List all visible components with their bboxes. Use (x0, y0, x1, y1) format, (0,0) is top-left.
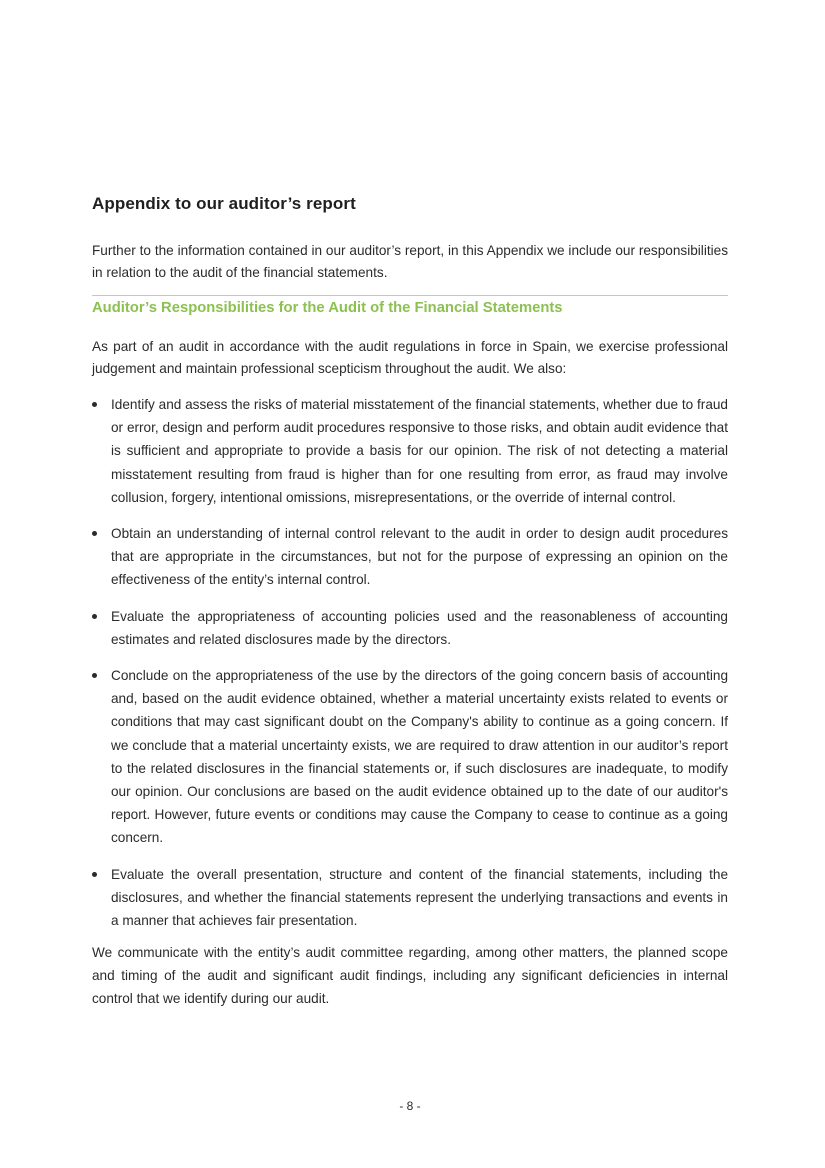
section-heading: Auditor’s Responsibilities for the Audit of the Financial Statements (92, 300, 563, 316)
closing-paragraph: We communicate with the entity’s audit committee regarding, among other matters, the planned scope and timing of the audit and significant audit findings, including any significant deficiencies in internal control that we identify during our audit. (92, 945, 728, 1006)
bullet-icon (92, 872, 97, 877)
document-page (92, 0, 728, 1168)
intro-paragraph: Further to the information contained in our auditor’s report, in this Appendix we include our responsibilities in relation to the audit of the financial statements. (92, 243, 728, 280)
list-item-text: Conclude on the appropriateness of the use by the directors of the going concern basis of accounting and, based on the audit evidence obtained, whether a material uncertainty exists related to events or conditions that may cast significant doubt on the Company's ability to continue as a going concern. If we conclude that a material uncertainty exists, we are required to draw attention in our auditor’s report to the related disclosures in the financial statements or, if such disclosures are inadequate, to modify our opinion. Our conclusions are based on the audit evidence obtained up to the date of our auditor's report. However, future events or conditions may cause the Company to cease to continue as a going concern. (111, 668, 728, 846)
page-title: Appendix to our auditor’s report (92, 194, 356, 213)
bullet-icon (92, 402, 97, 407)
responsibilities-list (92, 393, 728, 945)
lead-paragraph: As part of an audit in accordance with the audit regulations in force in Spain, we exercise professional judgement and maintain professional scepticism throughout the audit. We also: (92, 339, 728, 376)
list-item (92, 605, 728, 651)
bullet-icon (92, 673, 97, 678)
list-item (92, 393, 728, 509)
list-item (92, 863, 728, 933)
bullet-icon (92, 531, 97, 536)
page-number: - 8 - (399, 1099, 421, 1113)
list-item-text: Evaluate the appropriateness of accounting policies used and the reasonableness of accounting estimates and related disclosures made by the directors. (111, 608, 728, 647)
section-divider (92, 295, 728, 296)
bullet-icon (92, 614, 97, 619)
list-item (92, 664, 728, 850)
list-item (92, 522, 728, 592)
list-item-text: Obtain an understanding of internal control relevant to the audit in order to design audit procedures that are appropriate in the circumstances, but not for the purpose of expressing an opinion on the effectiveness of the entity’s internal control. (111, 526, 728, 588)
list-item-text: Evaluate the overall presentation, structure and content of the financial statements, including the disclosures, and whether the financial statements represent the underlying transactions and events in a manner that achieves fair presentation. (111, 866, 728, 929)
list-item-text: Identify and assess the risks of material misstatement of the financial statements, whether due to fraud or error, design and perform audit procedures responsive to those risks, and obtain audit evidence that is sufficient and appropriate to provide a basis for our opinion. The risk of not detecting a material misstatement resulting from fraud is higher than for one resulting from error, as fraud may involve collusion, forgery, intentional omissions, misrepresentations, or the override of internal control. (111, 397, 728, 505)
